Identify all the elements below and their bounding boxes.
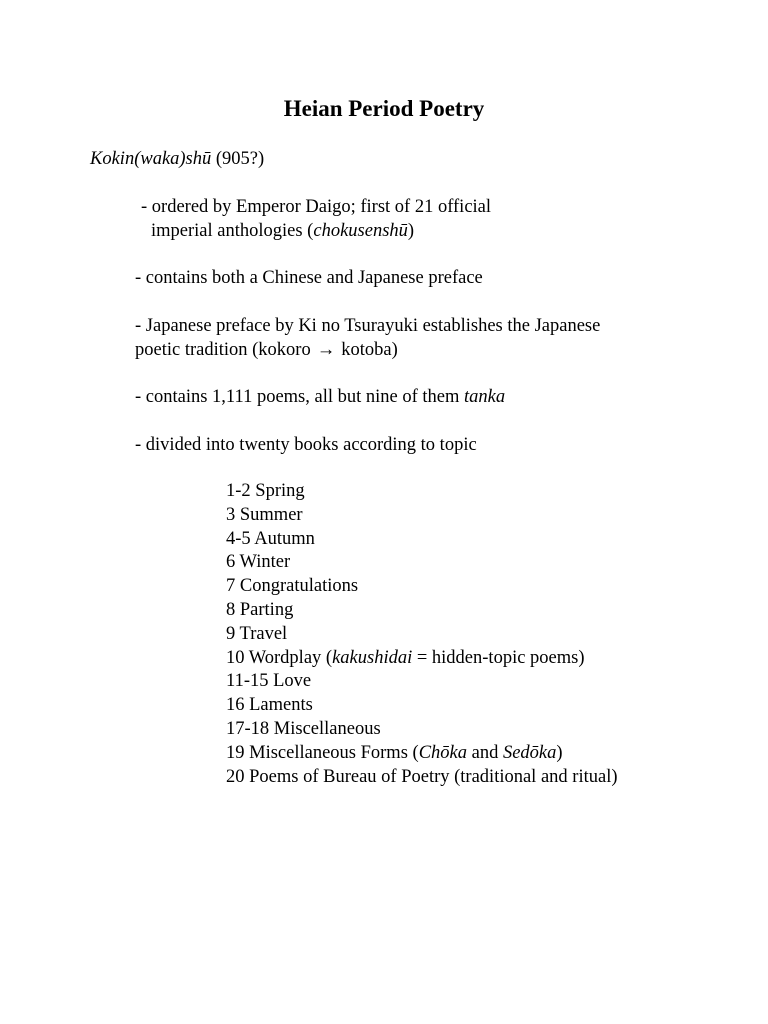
books-list <box>226 480 618 789</box>
text-fragment: and <box>467 742 503 763</box>
bullet-japanese-preface <box>135 314 600 362</box>
bullet-text <box>135 385 505 409</box>
bullet-text-continued <box>135 338 600 362</box>
text-fragment: 10 Wordplay ( <box>226 647 333 668</box>
text-fragment: = hidden-topic poems) <box>412 647 585 668</box>
term-choka: Chōka <box>418 742 467 763</box>
text-fragment: poetic tradition (kokoro <box>135 340 311 360</box>
arrow-icon: → <box>316 340 336 360</box>
list-item <box>226 647 618 671</box>
bullet-books <box>135 433 477 457</box>
bullet-text: - ordered by Emperor Daigo; first of 21 official <box>141 197 492 217</box>
list-item: 1-2 Spring <box>226 481 305 501</box>
anthology-name: Kokin(waka)shū <box>90 149 212 169</box>
text-fragment: kotoba) <box>341 340 398 360</box>
list-item: 3 Summer <box>226 504 303 525</box>
term-chokusenshu: chokusenshū <box>313 221 408 241</box>
term-kakushidai: kakushidai <box>332 647 413 668</box>
text-fragment: 19 Miscellaneous Forms ( <box>226 742 419 763</box>
list-item: 20 Poems of Bureau of Poetry (traditional and ritual) <box>226 766 618 787</box>
term-tanka: tanka <box>464 387 506 407</box>
text-fragment: - contains 1,111 poems, all but nine of them <box>135 387 464 407</box>
list-item: 8 Parting <box>226 599 294 620</box>
bullet-poem-count <box>135 385 505 409</box>
list-item: 4-5 Autumn <box>226 528 315 549</box>
term-sedoka: Sedōka <box>502 742 557 763</box>
text-fragment: imperial anthologies ( <box>151 221 314 241</box>
list-item: 7 Congratulations <box>226 576 359 597</box>
page-title: Heian Period Poetry <box>283 96 485 121</box>
text-fragment: ) <box>556 742 563 763</box>
list-item: 9 Travel <box>226 623 288 644</box>
bullet-text: - contains both a Chinese and Japanese preface <box>135 268 483 288</box>
bullet-prefaces <box>135 266 483 290</box>
list-item: 11-15 Love <box>226 671 312 692</box>
list-item: 6 Winter <box>226 552 291 573</box>
list-item: 16 Laments <box>226 695 313 716</box>
bullet-text: - divided into twenty books according to topic <box>135 435 477 455</box>
bullet-emperor-daigo <box>141 195 491 243</box>
anthology-date: (905?) <box>211 149 265 169</box>
list-item: 17-18 Miscellaneous <box>226 718 381 739</box>
bullet-text: - Japanese preface by Ki no Tsurayuki establishes the Japanese <box>135 316 601 336</box>
list-item <box>226 742 618 766</box>
anthology-heading <box>90 147 264 171</box>
text-fragment: ) <box>407 221 415 241</box>
bullet-text-continued <box>141 219 491 243</box>
